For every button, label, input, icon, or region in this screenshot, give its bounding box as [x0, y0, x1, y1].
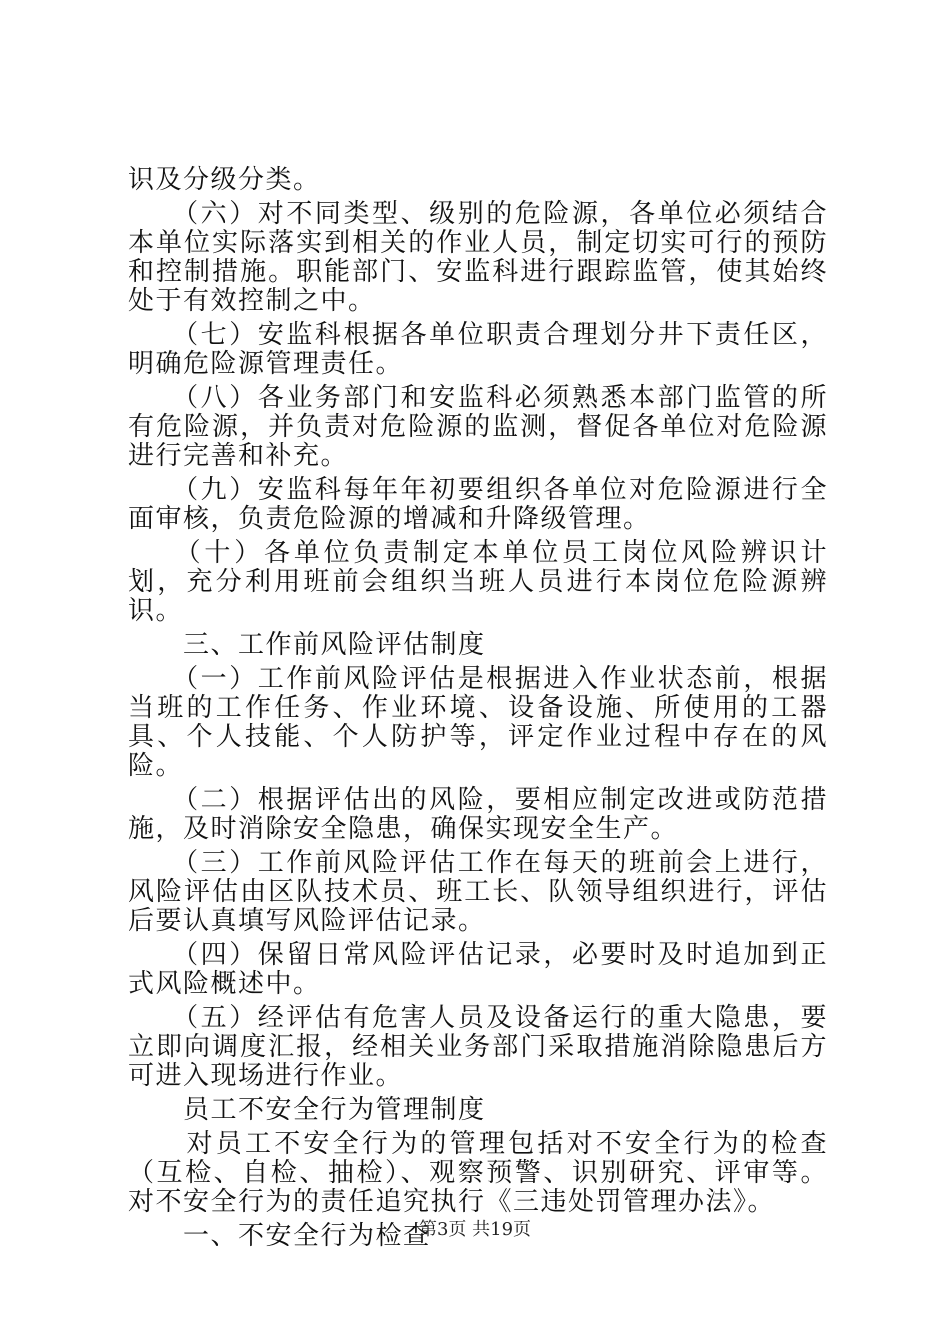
paragraph: （六）对不同类型、级别的危险源，各单位必须结合本单位实际落实到相关的作业人员，制定切实可行的预防和控制措施。职能部门、安监科进行跟踪监管，使其始终处于有效控制之中。 [128, 199, 828, 316]
paragraph: （二）根据评估出的风险，要相应制定改进或防范措施，及时消除安全隐患，确保实现安全生产。 [128, 785, 828, 844]
paragraph: （八）各业务部门和安监科必须熟悉本部门监管的所有危险源，并负责对危险源的监测，督促各单位对危险源进行完善和补充。 [128, 383, 828, 471]
paragraph: 识及分级分类。 [128, 165, 321, 195]
paragraph: （九）安监科每年年初要组织各单位对危险源进行全面审核，负责危险源的增减和升降级管理。 [128, 475, 828, 534]
document-body [128, 166, 828, 1256]
section-heading: 员工不安全行为管理制度 [128, 1095, 486, 1125]
section-heading: 一、不安全行为检查 [128, 1221, 431, 1251]
paragraph: （七）安监科根据各单位职责合理划分井下责任区，明确危险源管理责任。 [128, 320, 828, 379]
paragraph: （五）经评估有危害人员及设备运行的重大隐患，要立即向调度汇报，经相关业务部门采取措施消除隐患后方可进入现场进行作业。 [128, 1003, 828, 1091]
paragraph: （十）各单位负责制定本单位员工岗位风险辨识计划，充分利用班前会组织当班人员进行本岗位危险源辨识。 [128, 538, 828, 626]
page-footer: 第3页 共19页 [418, 1219, 532, 1240]
paragraph: （四）保留日常风险评估记录，必要时及时追加到正式风险概述中。 [128, 940, 828, 999]
paragraph: （一）工作前风险评估是根据进入作业状态前，根据当班的工作任务、作业环境、设备设施、所使用的工器具、个人技能、个人防护等，评定作业过程中存在的风险。 [128, 664, 828, 781]
section-heading: 三、工作前风险评估制度 [128, 630, 486, 660]
paragraph: （三）工作前风险评估工作在每天的班前会上进行，风险评估由区队技术员、班工长、队领导组织进行，评估后要认真填写风险评估记录。 [128, 848, 828, 936]
paragraph: 对员工不安全行为的管理包括对不安全行为的检查（互检、自检、抽检）、观察预警、识别研究、评审等。对不安全行为的责任追究执行《三违处罚管理办法》。 [128, 1129, 828, 1217]
